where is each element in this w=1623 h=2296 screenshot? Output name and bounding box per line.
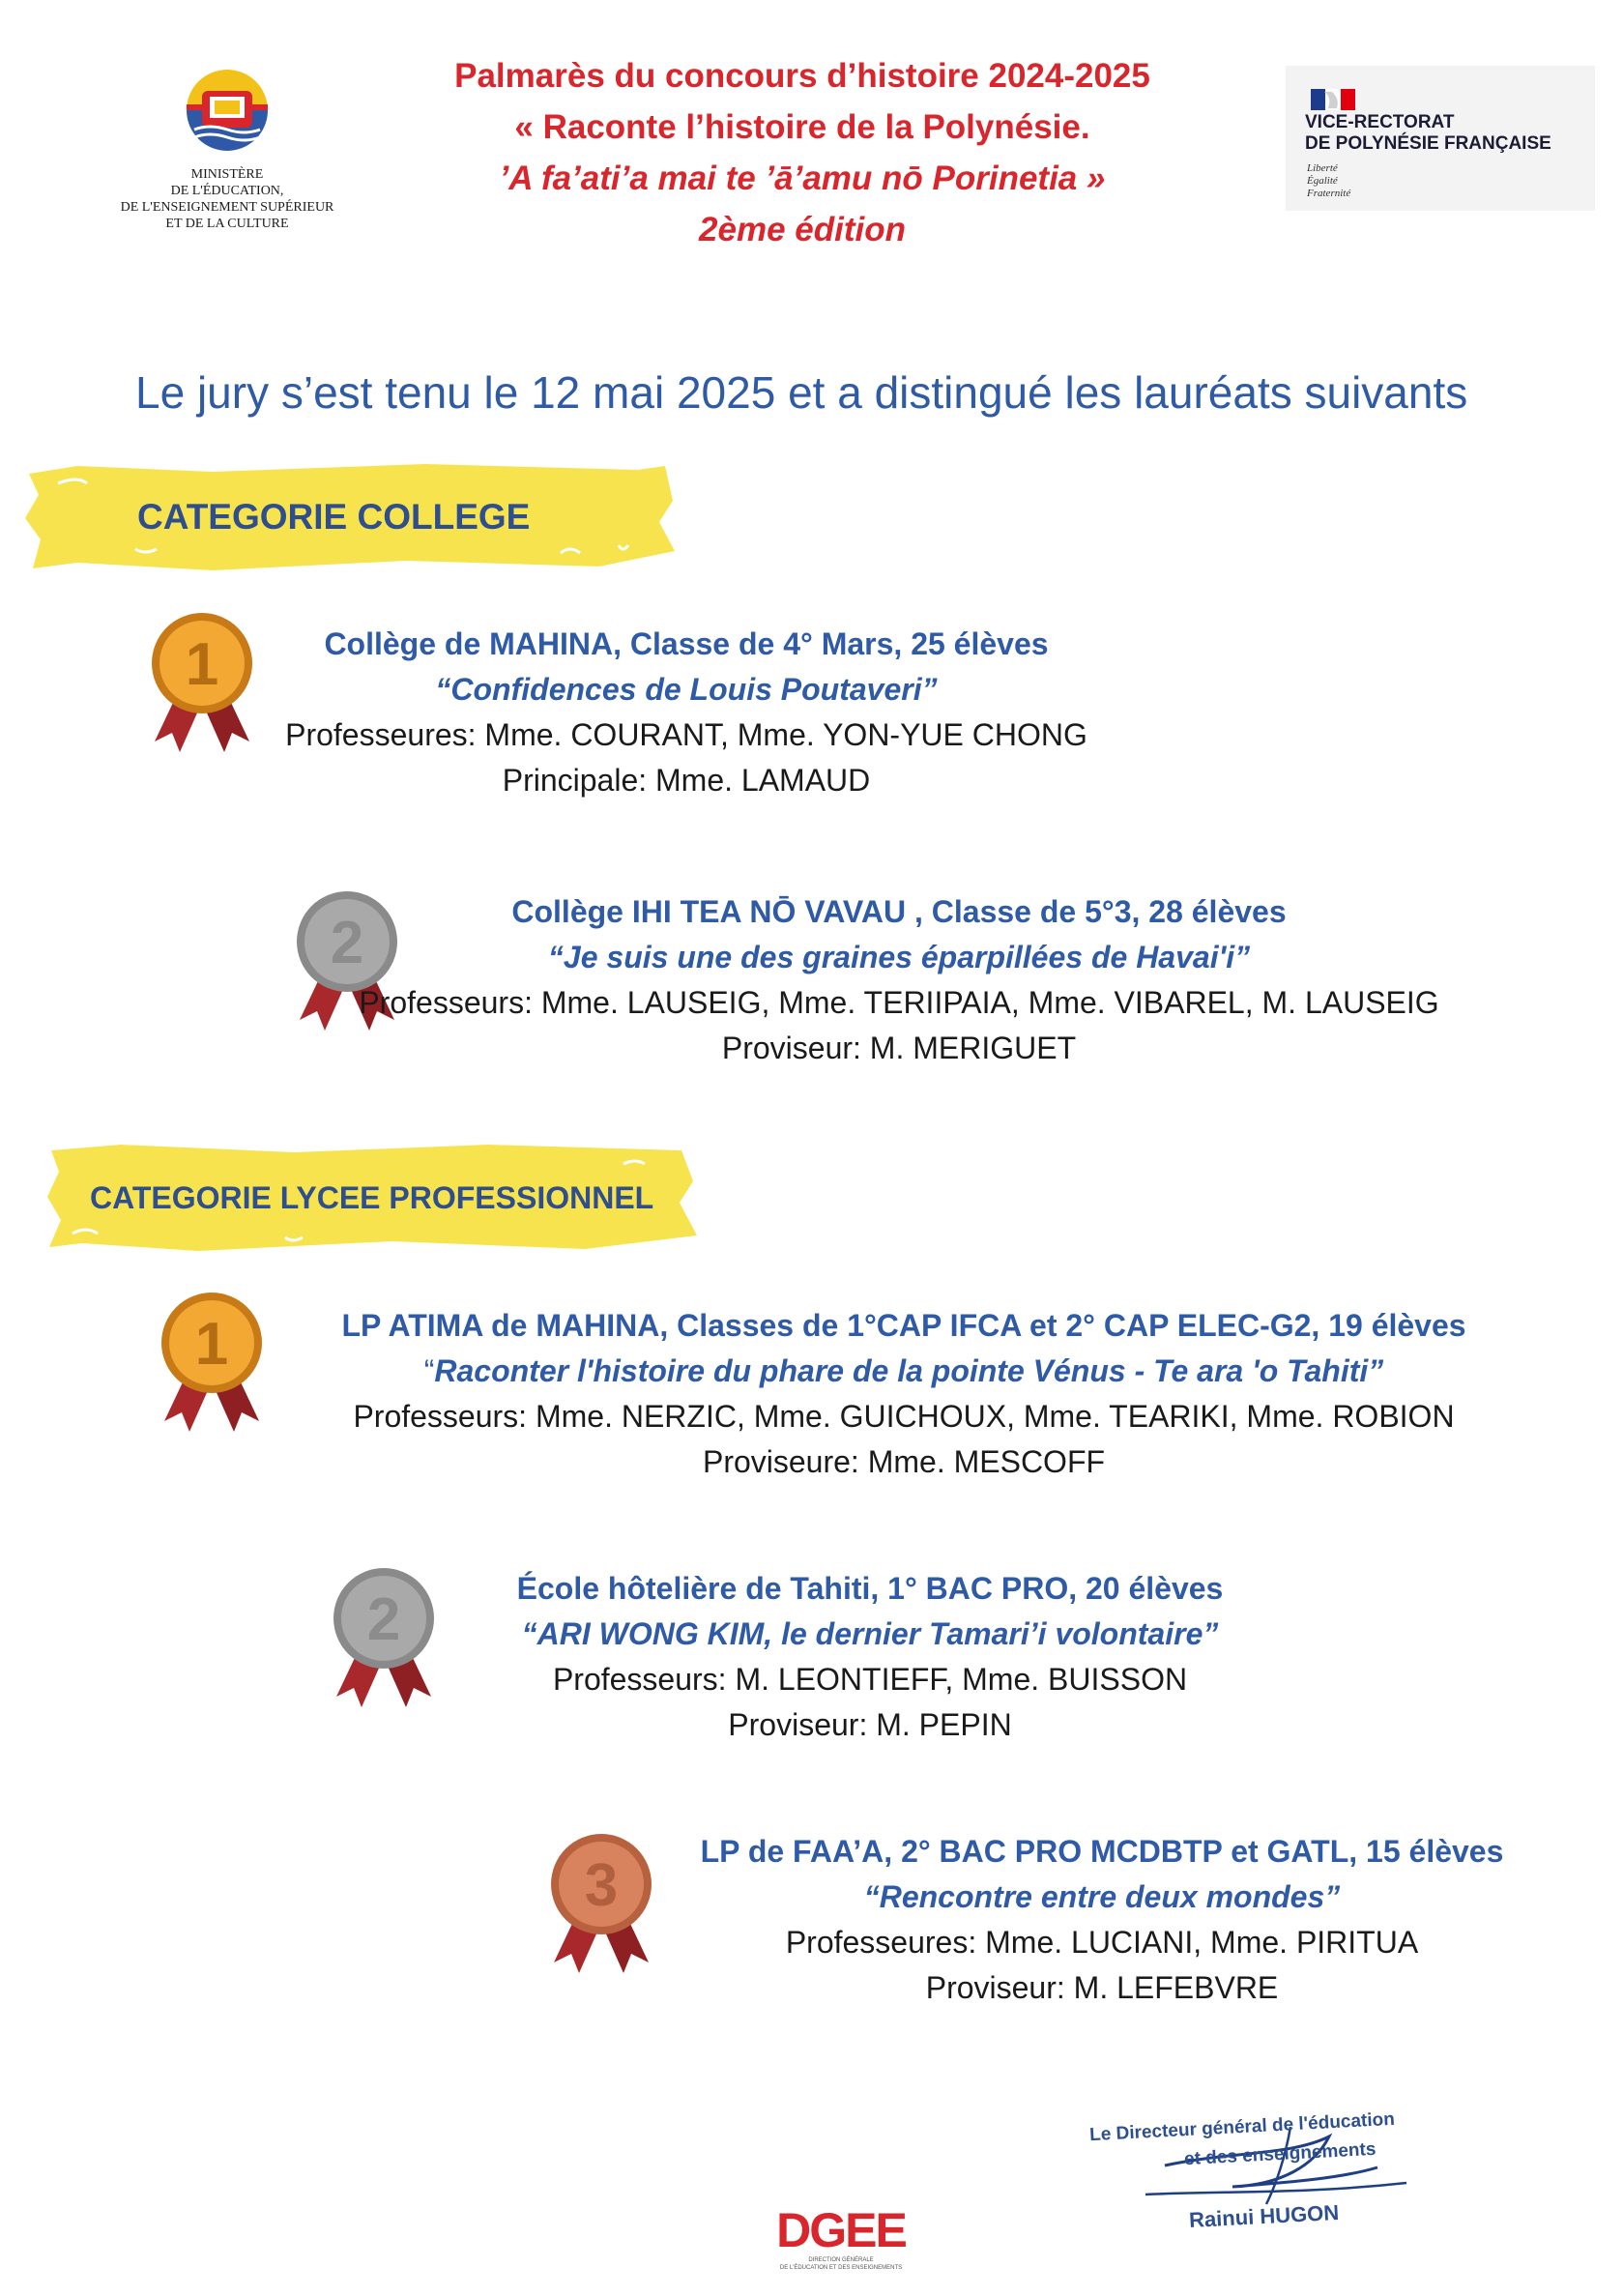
intro-sentence: Le jury s’est tenu le 12 mai 2025 et a distingué les lauréats suivants [135,367,1468,418]
laureate-work-title [280,1349,1527,1394]
ministry-name [92,166,362,232]
laureate-teachers: Professeures: Mme. COURANT, Mme. YON-YUE CHONG [285,717,1087,752]
stamp-name: Rainui HUGON [1188,2199,1340,2233]
medal-rank: 2 [366,1586,401,1653]
laureate-entry [445,1566,1295,1748]
ministry-line: MINISTÈRE [190,167,264,182]
category-label: CATEGORIE LYCEE PROFESSIONNEL [90,1180,654,1215]
laureate-head: Proviseur: M. MERIGUET [721,1031,1077,1065]
signature-stamp [1087,2098,1474,2243]
polynesia-emblem-logo [181,68,274,157]
laureate-entry [280,1303,1527,1485]
dgee-subtitle [764,2256,918,2272]
stamp-line-2: et des enseignements [1183,2138,1377,2170]
page-title [367,50,1237,255]
laureate-entry [329,889,1469,1071]
laureate-head: Proviseur: M. LEFEBVRE [925,1970,1279,2005]
french-flag-marianne-logo [1311,89,1355,110]
work-open-quote: “ [423,1353,435,1388]
motto-line: Liberté [1307,162,1338,174]
laureate-school: Collège IHI TEA NŌ VAVAU , Classe de 5°3, 28 élèves [511,894,1287,929]
dgee-logo [764,2204,918,2272]
laureate-teachers: Professeurs: M. LEONTIEFF, Mme. BUISSON [552,1662,1188,1697]
laureate-teachers: Professeurs: Mme. LAUSEIG, Mme. TERIIPAIA, Mme. VIBAREL, M. LAUSEIG [359,985,1439,1020]
vr-line: VICE-RECTORAT [1305,112,1455,132]
vr-line: DE POLYNÉSIE FRANÇAISE [1305,133,1551,154]
vice-rectorat-name [1305,112,1595,155]
laureate-teachers: Professeures: Mme. LUCIANI, Mme. PIRITUA [785,1925,1419,1960]
vice-rectorat-logo [1286,66,1595,211]
work-title-text: Raconter l'histoire du phare de la pointe Vénus - Te ara 'o Tahiti” [434,1353,1384,1388]
motto-line: Fraternité [1307,188,1351,199]
laureate-work-title: “Rencontre entre deux mondes” [863,1879,1341,1914]
title-line: « Raconte l’histoire de la Polynésie. [514,108,1090,146]
silver-medal-2-icon [329,1566,440,1711]
dgee-sub-line: DIRECTION GÉNÉRALE [808,2257,874,2263]
ministry-line: ET DE LA CULTURE [165,217,289,231]
gold-medal-1-icon [157,1291,268,1436]
title-line: ’A fa’ati’a mai te ’ā’amu nō Porinetia » [499,160,1106,197]
laureate-school: LP ATIMA de MAHINA, Classes de 1°CAP IFCA et 2° CAP ELEC-G2, 19 élèves [341,1308,1466,1343]
laureate-head: Proviseur: M. PEPIN [728,1707,1012,1742]
motto-line: Égalité [1307,175,1338,187]
laureate-school: LP de FAA’A, 2° BAC PRO MCDBTP et GATL, 15 élèves [700,1834,1504,1869]
dgee-wordmark: DGEE [776,2203,906,2257]
category-banner-lycee [43,1141,701,1257]
laureate-entry [232,622,1141,803]
laureate-head: Principale: Mme. LAMAUD [502,763,871,798]
ministry-line: DE L'ENSEIGNEMENT SUPÉRIEUR [120,200,334,215]
bronze-medal-3-icon [546,1832,657,1977]
laureate-work-title: “Je suis une des graines éparpillées de Havai'i” [547,940,1251,974]
medal-rank: 2 [330,910,364,976]
laureate-work-title: “Confidences de Louis Poutaveri” [435,672,938,707]
medal-rank: 1 [185,631,219,698]
dgee-sub-line: DE L'ÉDUCATION ET DES ENSEIGNEMENTS [779,2265,903,2271]
republic-motto [1307,162,1350,200]
category-label: CATEGORIE COLLEGE [137,497,531,537]
medal-rank: 1 [194,1311,229,1378]
ministry-line: DE L'ÉDUCATION, [170,184,284,198]
laureate-teachers: Professeurs: Mme. NERZIC, Mme. GUICHOUX, Mme. TEARIKI, Mme. ROBION [353,1399,1455,1434]
category-banner-college [19,462,677,576]
ministry-logo-block [92,68,362,232]
stamp-line-1: Le Directeur général de l'éducation [1088,2108,1396,2146]
laureate-school: Collège de MAHINA, Classe de 4° Mars, 25 élèves [324,626,1049,661]
laureate-head: Proviseure: Mme. MESCOFF [702,1444,1106,1479]
laureate-work-title: “ARI WONG KIM, le dernier Tamari’i volontaire” [521,1616,1219,1651]
laureate-school: École hôtelière de Tahiti, 1° BAC PRO, 20 élèves [516,1571,1224,1606]
laureate-entry [667,1829,1537,2011]
medal-rank: 3 [584,1852,619,1919]
title-line: Palmarès du concours d’histoire 2024-2025 [454,57,1150,95]
title-edition: 2ème édition [699,211,906,248]
